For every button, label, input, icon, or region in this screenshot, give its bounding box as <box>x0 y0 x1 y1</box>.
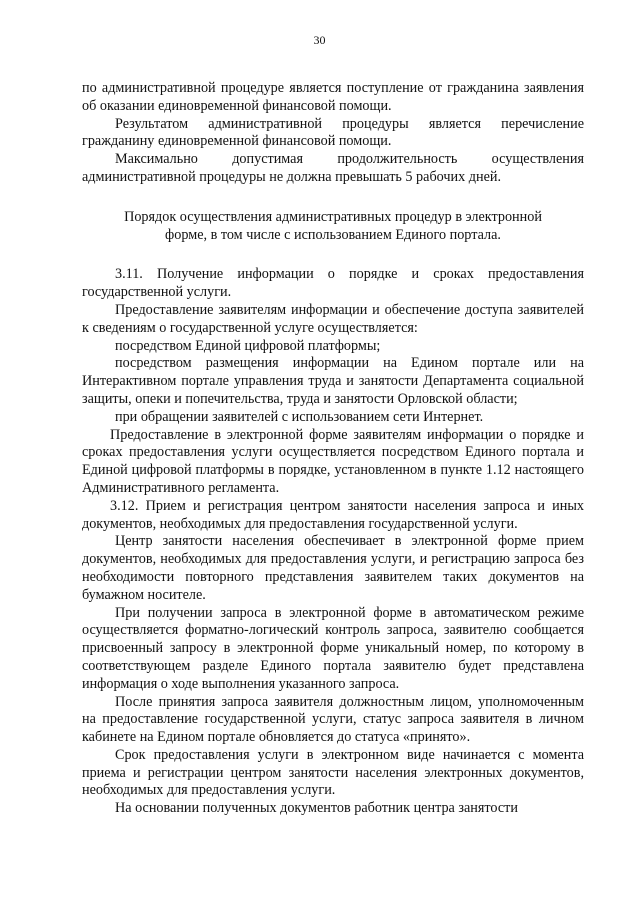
paragraph-result: Результатом административной процедуры является перечисление гражданину единовременной финансовой помощи. <box>82 115 584 150</box>
paragraph-3-11: 3.11. Получение информации о порядке и сроках предоставления государственной услуги. <box>82 266 584 301</box>
list-item-portal-placement: посредством размещения информации на Едином портале или на Интерактивном портале управления труда и занятости Департамента социальной защиты, опеки и попечительства, труда и занятости Орловской области; <box>82 355 584 407</box>
paragraph-continuation: по административной процедуре является поступление от гражданина заявления об оказании единовременной финансовой помощи. <box>82 80 584 114</box>
document-body <box>82 80 584 818</box>
paragraph-based-on-documents: На основании полученных документов работник центра занятости <box>115 800 518 817</box>
page-number: 30 <box>313 33 326 47</box>
paragraph-employment-center: Центр занятости населения обеспечивает в электронной форме прием документов, необходимых для предоставления услуги, и регистрацию запроса без необходимости повторного представления заявителем таких документов на бумажном носителе. <box>82 533 584 603</box>
paragraph-electronic-info: Предоставление в электронной форме заявителям информации о порядке и сроках предоставления услуги осуществляется посредством Единого портала и Единой цифровой платформы в порядке, установленном в пункте 1.12 настоящего Административного регламента. <box>82 426 584 496</box>
list-item-digital-platform: посредством Единой цифровой платформы; <box>115 337 381 354</box>
paragraph-3-12: 3.12. Прием и регистрация центром занятости населения запроса и иных документов, необходимых для предоставления государственной услуги. <box>82 497 584 532</box>
paragraph-max-duration: Максимально допустимая продолжительность осуществления административной процедуры не должна превышать 5 рабочих дней. <box>82 151 584 185</box>
list-item-internet: при обращении заявителей с использованием сети Интернет. <box>115 408 484 425</box>
section-heading: Порядок осуществления административных процедур в электронной форме, в том числе с использованием Единого портала. <box>124 208 542 243</box>
paragraph-info-provision: Предоставление заявителям информации и обеспечение доступа заявителей к сведениям о государственной услуге осуществляется: <box>82 301 584 336</box>
paragraph-after-acceptance: После принятия запроса заявителя должностным лицом, уполномоченным на предоставление государственной услуги, статус запроса заявителя в личном кабинете на Едином портале обновляется до статуса «принято». <box>82 693 584 746</box>
paragraph-service-term: Срок предоставления услуги в электронном виде начинается с момента приема и регистрации центром занятости населения электронных документов, необходимых для предоставления услуги. <box>82 746 584 799</box>
paragraph-auto-control: При получении запроса в электронной форме в автоматическом режиме осуществляется форматно-логический контроль запроса, заявителю сообщается присвоенный запросу в электронной форме уникальный номер, по которому в соответствующем разделе Единого портала заявителю будет представлена информация о ходе выполнения указанного запроса. <box>82 604 584 692</box>
